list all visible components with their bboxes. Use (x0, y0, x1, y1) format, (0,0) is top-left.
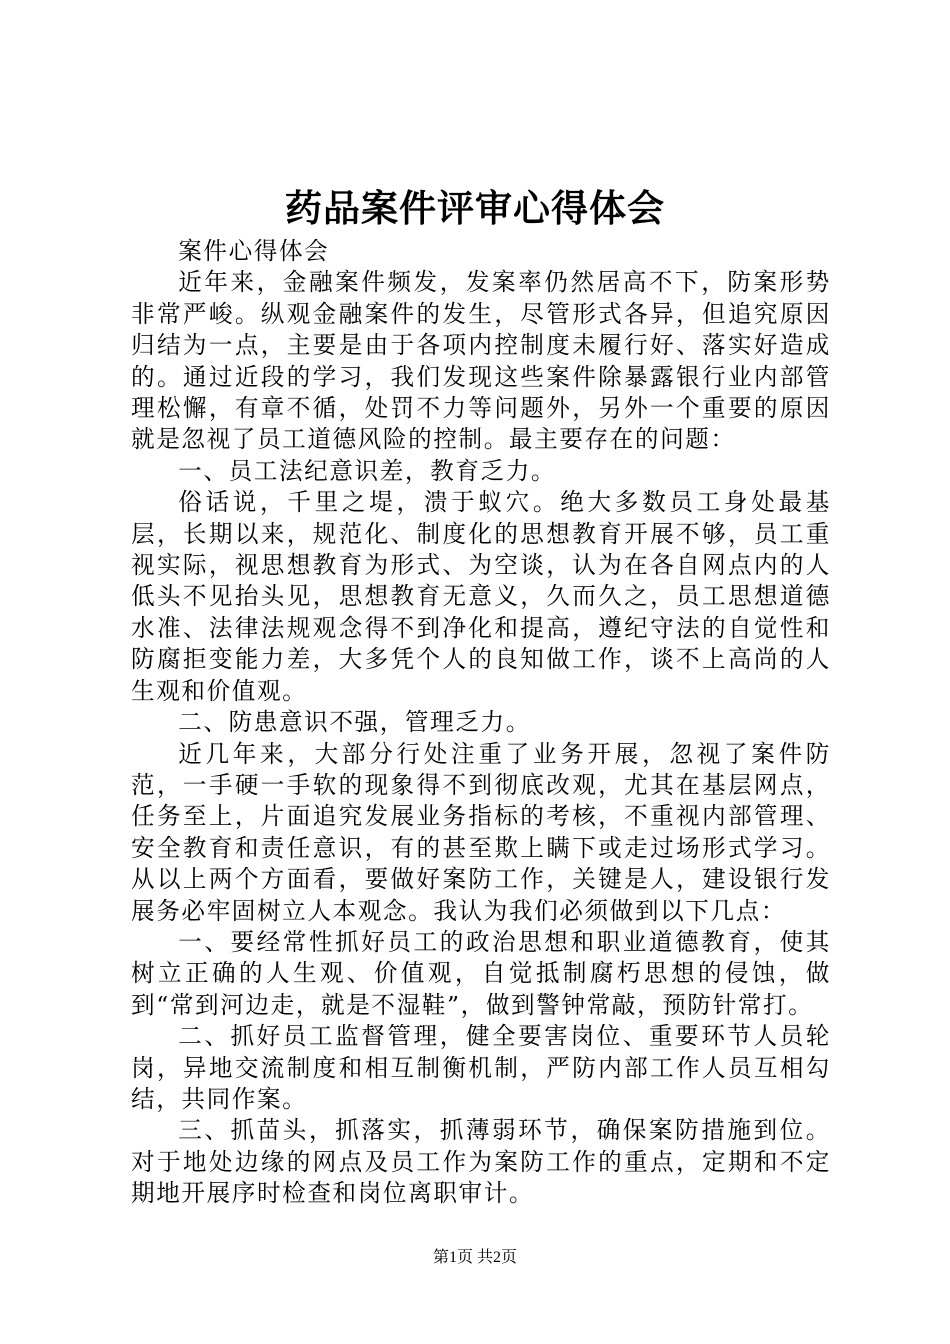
measure-item-1: 一、要经常性抓好员工的政治思想和职业道德教育，使其树立正确的人生观、价值观，自觉抵制腐朽思想的侵蚀，做到“常到河边走，就是不湿鞋”，做到警钟常敲，预防针常打。 (131, 927, 831, 1019)
section-heading-1: 一、员工法纪意识差，教育乏力。 (178, 456, 557, 485)
paragraph-subtitle: 案件心得体会 (178, 237, 330, 265)
page-number-footer: 第1页 共2页 (432, 1249, 517, 1266)
measure-item-2: 二、抓好员工监督管理，健全要害岗位、重要环节人员轮岗，异地交流制度和相互制衡机制，严防内部工作人员互相勾结，共同作案。 (131, 1022, 831, 1113)
paragraph-section-2: 近几年来，大部分行处注重了业务开展，忽视了案件防范，一手硬一手软的现象得不到彻底改观，尤其在基层网点，任务至上，片面追究发展业务指标的考核，不重视内部管理、安全教育和责任意识，有的甚至欺上瞒下或走过场形式学习。从以上两个方面看，要做好案防工作，关键是人，建设银行发展务必牢固树立人本观念。我认为我们必须做到以下几点： (131, 739, 831, 925)
measure-item-3: 三、抓苗头，抓落实，抓薄弱环节，确保案防措施到位。对于地处边缘的网点及员工作为案防工作的重点，定期和不定期地开展序时检查和岗位离职审计。 (131, 1116, 831, 1208)
paragraph-intro: 近年来，金融案件频发，发案率仍然居高不下，防案形势非常严峻。纵观金融案件的发生，尽管形式各异，但追究原因归结为一点，主要是由于各项内控制度未履行好、落实好造成的。通过近段的学习，我们发现这些案件除暴露银行业内部管理松懈，有章不循，处罚不力等问题外，另外一个重要的原因就是忽视了员工道德风险的控制。最主要存在的问题： (131, 268, 831, 454)
document-body (131, 236, 831, 1210)
section-heading-2: 二、防患意识不强，管理乏力。 (178, 708, 531, 737)
document-title: 药品案件评审心得体会 (285, 186, 665, 230)
paragraph-section-1: 俗话说，千里之堤，溃于蚁穴。绝大多数员工身处最基层，长期以来，规范化、制度化的思想教育开展不够，员工重视实际，视思想教育为形式、为空谈，认为在各自网点内的人低头不见抬头见，思想教育无意义，久而久之，员工思想道德水准、法律法规观念得不到净化和提高，遵纪守法的自觉性和防腐拒变能力差，大多凭个人的良知做工作，谈不上高尚的人生观和价值观。 (131, 488, 831, 705)
